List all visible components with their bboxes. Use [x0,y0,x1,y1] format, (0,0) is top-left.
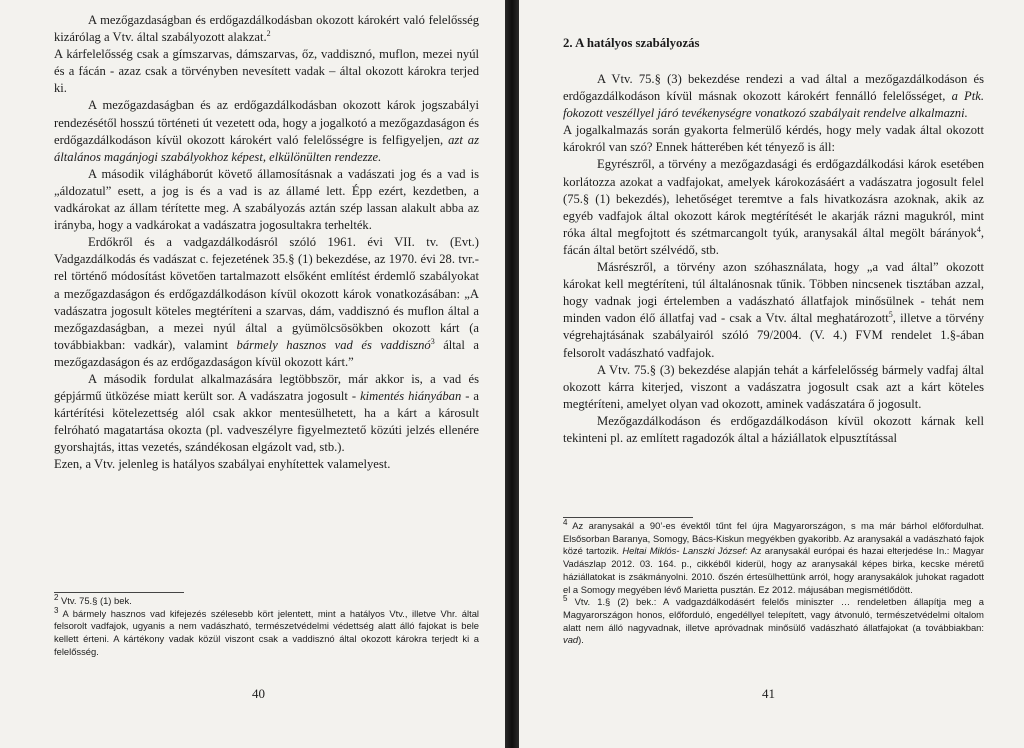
text-run: A Vtv. 75.§ (3) bekezdése rendezi a vad által a mezőgazdálkodáson és erdőgazdálkodáson kívül másnak okozott károkért fennálló felelősséget, [563,72,984,104]
paragraph [563,259,984,362]
paragraph [563,122,984,156]
paragraph [54,12,479,46]
paragraph [563,71,984,122]
italic-text: azt az általános magánjogi szabályokhoz képest, elkülönülten rendezze. [54,132,480,164]
text-run: Másrészről, a törvény azon szóhasználata, hogy „a vad által” okozott károkat kell megtéríteni, túl általánosnak tűnik. Többen nincsenek tisztában azzal, hogy vadnak jogi értelemben a vadászható állatfajok minősülnek - tehát nem minden vadon élő állatfaj vad - csak a Vtv. által meghatározott [563,260,984,326]
paragraph [54,234,479,371]
text-run: Mezőgazdálkodáson és erdőgazdálkodáson kívül okozott kárnak kell tekinteni pl. az említett ragadozók által a háziállatok elpusztítással [563,413,984,445]
left-page [0,0,505,748]
italic-text: vad [563,634,579,646]
paragraph [54,371,479,456]
footnote-ref: 2 [54,592,59,602]
paragraph [54,46,479,97]
text-run: Vtv. 1.§ (2) bek.: A vadgazdálkodásért felelős miniszter … rendeletben állapítja meg a Magyarországon honos, előforduló, engedéllyel telepített, vagy átvonuló, természetvédelmi oltalom alatt nem álló nagyvadnak, illetve apróvadnak minősülő vadászható állatfajokat (a továbbiakban: [563,596,984,633]
paragraph [54,166,479,234]
paragraph [563,156,984,259]
text-run: A második fordulat alkalmazására legtöbbször, már akkor is, a vad és gépjármű ütközése miatt került sor. A vadászatra jogosult - [54,371,479,404]
text-run: által a mezőgazdaságon és az erdőgazdaságon kívül okozott kárt.” [54,337,479,369]
section-heading: 2. A hatályos szabályozás [563,36,700,50]
page-number: 41 [762,686,775,701]
footnote-ref: 3 [54,605,59,615]
right-page [519,0,1024,748]
text-run: A mezőgazdaságban és az erdőgazdálkodásban okozott károk jogszabályi rendezésétől hosszú történeti út vezetett oda, hogy a jogalkotó a mezőgazdaságon és erdőgazdálkodáson kívül okozott károkért való felelősségre is felfigyeljen, [54,98,479,147]
text-run: A jogalkalmazás során gyakorta felmerülő kérdés, hogy mely vadak által okozott károkról van szó? Ennek hátterében két tényező is áll: [563,123,984,155]
left-page-body [54,12,479,474]
text-run: - a kártérítési kötelezettség alól csak akkor mentesülhetett, ha a kárt a károsult felróható magatartása okozta (pl. vadveszélyre figyelmeztető közúti jelzés ellenére gyorshajtás, ittas vezetés, szándékosan elgázolt vad, stb.). [54,389,479,455]
footnote [563,517,984,596]
text-run: Egyrészről, a törvény a mezőgazdasági és erdőgazdálkodási károk esetében korlátozza azokat a vadfajokat, amelyek károkozásáért a vadászatra jogosult felel (75.§ (1) bekezdés), lehetőséget teremtve a fals hivatkozásra azoknak, akik az egyéb vadfajok által okozott károk megtérítését le akarják rázni magukról, mint róka által megfojtott és szétmarcangolt tyúk, aranysakál által megölt bárányok [563,157,984,240]
text-run: Erdőkről és a vadgazdálkodásról szóló 1961. évi VII. tv. (Evt.) Vadgazdálkodás és vadászat c. fejezetének 35.§ (1) bekezdése, az 1970. évi 28. tvr.-rel történő módosítást követően tartalmazott elsőként említést érdemlő szabályokat a mezőgazdaságon és erdőgazdálkodáson kívül okozott károk vonatkozásában: „A vadászatra jogosult köteles megtéríteni a szarvas, dám, vaddisznó és muflon által a mezőgazdaságban, a mezei nyúl által a gyümölcsösökben okozott kárt (a továbbiakban: vadkár), valamint [54,235,479,352]
footnote [54,605,479,659]
text-run: A mezőgazdaságban és erdőgazdálkodásban okozott károkért való felelősség kizárólag a Vtv. által szabályozott alakzat. [54,13,479,45]
footnote-ref: 4 [976,224,981,234]
footnote-ref: 2 [266,28,271,38]
footnote-ref: 5 [888,310,893,320]
book-gutter [505,0,519,748]
text-run: A bármely hasznos vad kifejezés szélesebb kört jelentett, mint a hatályos Vtv., illetve Vhr. által felsorolt vadfajok, ugyanis a nem vadászható, természetvédelmi védettség alatt álló fajokat is bele kellett érteni. A kártékony vadak közül viszont csak a vaddisznó által okozott károkra terjedt ki a felelősség. [54,607,479,657]
italic-text: bármely hasznos vad és vaddisznó [236,337,431,352]
text-run: A második világháborút követő államosításnak a vadászati jog és a vad is „áldozatul” esett, a jog is és a vad is az államé lett. Épp ezért, kezdetben, a vadkárokat az állam térítette meg. A szabályozás aztán szép lassan alakult abba az irányba, hogy a vadkárokat a vadászatra jogosultakra terhelték. [54,166,479,233]
text-run: , illetve a törvény végrehajtásának szabályairól szóló 79/2004. (V. 4.) FVM rendelet 1.§-ában felsorolt vadászható vadfajok. [563,311,984,360]
footnote-rule [563,517,693,518]
paragraph [54,97,479,165]
text-run: ). [578,634,584,646]
italic-text: kimentés hiányában [360,389,462,404]
text-run: Vtv. 75.§ (1) bek. [58,595,132,606]
footnote-ref: 4 [563,517,568,527]
text-run: Ezen, a Vtv. jelenleg is hatályos szabályai enyhítettek valamelyest. [54,457,391,472]
footnote-rule [54,592,184,593]
left-footnote-list [54,592,479,659]
italic-text: a Ptk. fokozott veszéllyel járó tevékenységre vonatkozó szabályait rendelve alkalmazni. [563,89,984,121]
text-run: Az aranysakál a 90’-es évektől tűnt fel újra Magyarországon, s ma már bárhol előfordulhat. Elsősorban Baranya, Somogy, Bács-Kiskun megyékben gyakoribb. Az aranysakál a vadászható fajok közé tartozik. [563,520,984,557]
text-run: Az aranysakál európai és hazai elterjedése In.: Magyar Vadászlap 2012. 03. 164. p., cikkéből kiderül, hogy az aranysakál képes birka, kecske méretű háziállatokat is zsákmányolni. 2010. őszén értesülhettünk arról, hogy aranysakálok juhokat ragadott el a Somogy megyében lévő Marietta pusztán. Ez 2012. májusában megismétlődött. [563,545,984,595]
right-footnote-list [563,517,984,647]
paragraph [563,413,984,447]
paragraph [54,456,479,473]
right-footnotes [563,517,984,647]
footnote [54,592,479,608]
right-page-body [563,71,984,447]
text-run: A Vtv. 75.§ (3) bekezdése alapján tehát a kárfelelősség bármely vadfaj által okozott kárra kiterjed, viszont a vadászatra jogosult csak azt a kárt köteles megtéríteni, amelyet olyan vad okozott, aminek vadászatára ő jogosult. [563,362,984,411]
left-footnotes [54,592,479,659]
footnote [563,596,984,647]
paragraph [563,362,984,413]
text-run: A kárfelelősség csak a gímszarvas, dámszarvas, őz, vaddisznó, muflon, mezei nyúl és a fácán - azaz csak a törvényben nevesített vadak – által okozott károkra terjed ki. [54,47,479,96]
text-run: , fácán által betört szélvédő, stb. [563,225,984,257]
footnote-ref: 3 [430,336,435,346]
italic-text: Heltai Miklós- Lanszki József: [622,545,748,557]
page-number: 40 [252,686,265,701]
footnote-ref: 5 [563,594,568,604]
